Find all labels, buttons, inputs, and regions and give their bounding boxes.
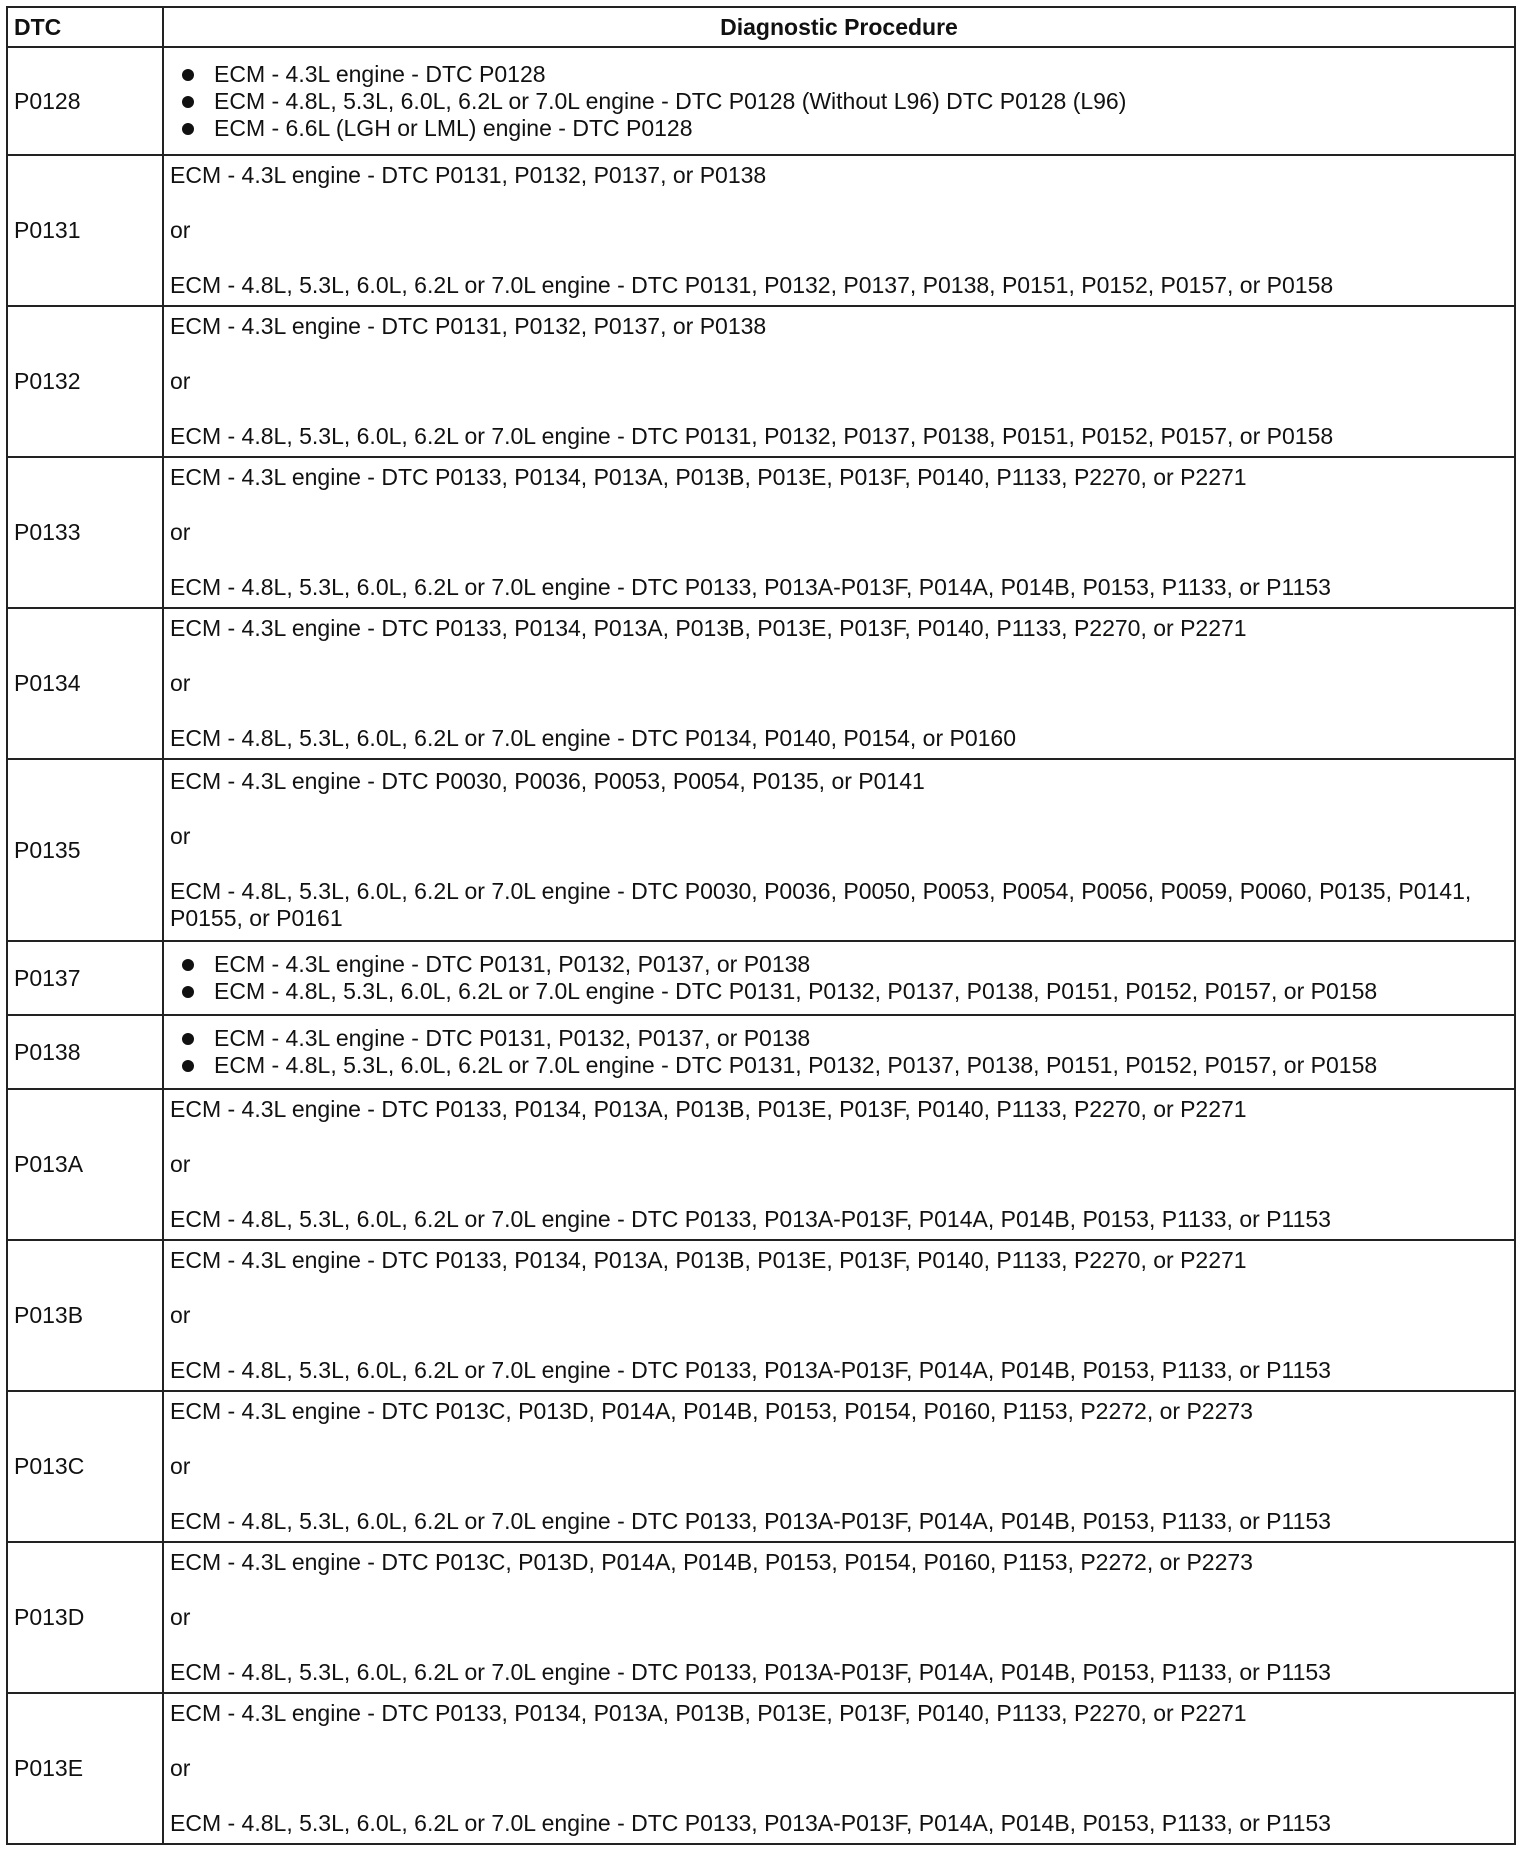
dtc-code: P0128 — [7, 47, 163, 155]
procedure-line-v8: ECM - 4.8L, 5.3L, 6.0L, 6.2L or 7.0L engine - DTC P0133, P013A-P013F, P014A, P014B, P0153, P1133, or P1153 — [170, 1357, 1331, 1383]
dtc-code: P013E — [7, 1693, 163, 1844]
procedure-or: or — [170, 217, 191, 243]
table-row — [7, 759, 1515, 941]
table-row — [7, 155, 1515, 306]
procedure-bullet-list — [170, 1025, 1508, 1079]
table-row — [7, 1240, 1515, 1391]
procedure-cell — [163, 1240, 1515, 1391]
procedure-or: or — [170, 1755, 191, 1781]
procedure-or: or — [170, 670, 191, 696]
dtc-code: P013A — [7, 1089, 163, 1240]
procedure-line-v8: ECM - 4.8L, 5.3L, 6.0L, 6.2L or 7.0L engine - DTC P0133, P013A-P013F, P014A, P014B, P0153, P1133, or P1153 — [170, 1508, 1331, 1534]
procedure-bullet: ECM - 4.8L, 5.3L, 6.0L, 6.2L or 7.0L engine - DTC P0131, P0132, P0137, P0138, P0151, P0152, P0157, or P0158 — [170, 1052, 1508, 1079]
procedure-bullet: ECM - 4.3L engine - DTC P0128 — [170, 61, 1508, 88]
table-row — [7, 306, 1515, 457]
procedure-bullet-list — [170, 61, 1508, 142]
procedure-line-v8: ECM - 4.8L, 5.3L, 6.0L, 6.2L or 7.0L engine - DTC P0030, P0036, P0050, P0053, P0054, P0056, P0059, P0060, P0135, P0141, P0155, or P0161 — [170, 878, 1472, 931]
procedure-or: or — [170, 823, 191, 849]
dtc-code: P0131 — [7, 155, 163, 306]
procedure-line-4-3l: ECM - 4.3L engine - DTC P0133, P0134, P013A, P013B, P013E, P013F, P0140, P1133, P2270, or P2271 — [170, 1096, 1247, 1122]
dtc-code: P0137 — [7, 941, 163, 1015]
procedure-cell — [163, 155, 1515, 306]
procedure-column-header: Diagnostic Procedure — [163, 7, 1515, 47]
procedure-line-v8: ECM - 4.8L, 5.3L, 6.0L, 6.2L or 7.0L engine - DTC P0133, P013A-P013F, P014A, P014B, P0153, P1133, or P1153 — [170, 1206, 1331, 1232]
dtc-diagnostic-table — [6, 6, 1516, 1845]
dtc-column-header: DTC — [7, 7, 163, 47]
dtc-code: P013C — [7, 1391, 163, 1542]
dtc-code: P013B — [7, 1240, 163, 1391]
procedure-or: or — [170, 1453, 191, 1479]
table-row — [7, 1089, 1515, 1240]
procedure-bullet: ECM - 4.8L, 5.3L, 6.0L, 6.2L or 7.0L engine - DTC P0128 (Without L96) DTC P0128 (L96) — [170, 88, 1508, 115]
procedure-or: or — [170, 368, 191, 394]
procedure-line-4-3l: ECM - 4.3L engine - DTC P0131, P0132, P0137, or P0138 — [170, 162, 767, 188]
procedure-cell — [163, 941, 1515, 1015]
procedure-bullet: ECM - 6.6L (LGH or LML) engine - DTC P0128 — [170, 115, 1508, 142]
table-row — [7, 1542, 1515, 1693]
dtc-code: P0138 — [7, 1015, 163, 1089]
table-header-row — [7, 7, 1515, 47]
dtc-code: P013D — [7, 1542, 163, 1693]
procedure-line-4-3l: ECM - 4.3L engine - DTC P0133, P0134, P013A, P013B, P013E, P013F, P0140, P1133, P2270, or P2271 — [170, 464, 1247, 490]
procedure-line-v8: ECM - 4.8L, 5.3L, 6.0L, 6.2L or 7.0L engine - DTC P0131, P0132, P0137, P0138, P0151, P0152, P0157, or P0158 — [170, 423, 1334, 449]
dtc-code: P0132 — [7, 306, 163, 457]
procedure-line-4-3l: ECM - 4.3L engine - DTC P0133, P0134, P013A, P013B, P013E, P013F, P0140, P1133, P2270, or P2271 — [170, 1247, 1247, 1273]
table-row — [7, 608, 1515, 759]
procedure-line-4-3l: ECM - 4.3L engine - DTC P0030, P0036, P0053, P0054, P0135, or P0141 — [170, 768, 925, 794]
procedure-line-v8: ECM - 4.8L, 5.3L, 6.0L, 6.2L or 7.0L engine - DTC P0133, P013A-P013F, P014A, P014B, P0153, P1133, or P1153 — [170, 1659, 1331, 1685]
procedure-bullet-list — [170, 951, 1508, 1005]
procedure-bullet: ECM - 4.3L engine - DTC P0131, P0132, P0137, or P0138 — [170, 1025, 1508, 1052]
procedure-or: or — [170, 1302, 191, 1328]
procedure-line-v8: ECM - 4.8L, 5.3L, 6.0L, 6.2L or 7.0L engine - DTC P0134, P0140, P0154, or P0160 — [170, 725, 1017, 751]
procedure-line-v8: ECM - 4.8L, 5.3L, 6.0L, 6.2L or 7.0L engine - DTC P0133, P013A-P013F, P014A, P014B, P0153, P1133, or P1153 — [170, 574, 1331, 600]
procedure-cell — [163, 1391, 1515, 1542]
procedure-line-4-3l: ECM - 4.3L engine - DTC P0131, P0132, P0137, or P0138 — [170, 313, 767, 339]
procedure-line-4-3l: ECM - 4.3L engine - DTC P013C, P013D, P014A, P014B, P0153, P0154, P0160, P1153, P2272, or P2273 — [170, 1398, 1253, 1424]
procedure-cell — [163, 47, 1515, 155]
dtc-code: P0134 — [7, 608, 163, 759]
procedure-bullet: ECM - 4.8L, 5.3L, 6.0L, 6.2L or 7.0L engine - DTC P0131, P0132, P0137, P0138, P0151, P0152, P0157, or P0158 — [170, 978, 1508, 1005]
procedure-line-4-3l: ECM - 4.3L engine - DTC P013C, P013D, P014A, P014B, P0153, P0154, P0160, P1153, P2272, or P2273 — [170, 1549, 1253, 1575]
table-row — [7, 941, 1515, 1015]
procedure-line-4-3l: ECM - 4.3L engine - DTC P0133, P0134, P013A, P013B, P013E, P013F, P0140, P1133, P2270, or P2271 — [170, 1700, 1247, 1726]
procedure-or: or — [170, 1151, 191, 1177]
dtc-code: P0135 — [7, 759, 163, 941]
procedure-cell — [163, 759, 1515, 941]
procedure-line-4-3l: ECM - 4.3L engine - DTC P0133, P0134, P013A, P013B, P013E, P013F, P0140, P1133, P2270, or P2271 — [170, 615, 1247, 641]
procedure-line-v8: ECM - 4.8L, 5.3L, 6.0L, 6.2L or 7.0L engine - DTC P0131, P0132, P0137, P0138, P0151, P0152, P0157, or P0158 — [170, 272, 1334, 298]
procedure-cell — [163, 457, 1515, 608]
procedure-or: or — [170, 1604, 191, 1630]
table-row — [7, 1015, 1515, 1089]
procedure-cell — [163, 1542, 1515, 1693]
table-row — [7, 457, 1515, 608]
procedure-cell — [163, 1693, 1515, 1844]
procedure-cell — [163, 306, 1515, 457]
procedure-bullet: ECM - 4.3L engine - DTC P0131, P0132, P0137, or P0138 — [170, 951, 1508, 978]
procedure-cell — [163, 1089, 1515, 1240]
table-row — [7, 47, 1515, 155]
procedure-or: or — [170, 519, 191, 545]
procedure-line-v8: ECM - 4.8L, 5.3L, 6.0L, 6.2L or 7.0L engine - DTC P0133, P013A-P013F, P014A, P014B, P0153, P1133, or P1153 — [170, 1810, 1331, 1836]
table-row — [7, 1391, 1515, 1542]
dtc-code: P0133 — [7, 457, 163, 608]
procedure-cell — [163, 608, 1515, 759]
table-row — [7, 1693, 1515, 1844]
procedure-cell — [163, 1015, 1515, 1089]
